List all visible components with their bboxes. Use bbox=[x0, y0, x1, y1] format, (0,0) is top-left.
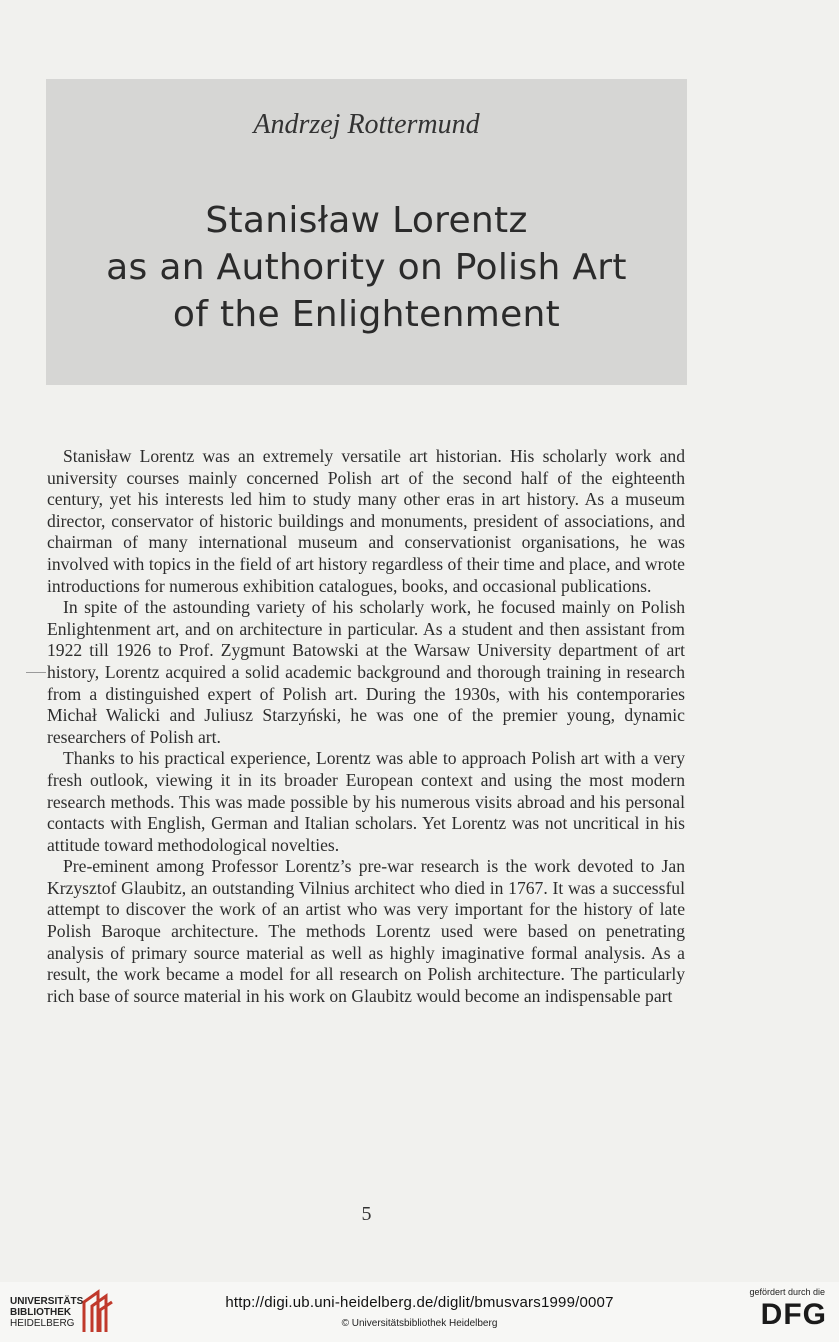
dfg-logo: DFG bbox=[760, 1298, 827, 1331]
footer-bar bbox=[0, 1282, 839, 1342]
paragraph: In spite of the astounding variety of his scholarly work, he focused mainly on Polish Enlightenment art, and on architecture in particular. As a student and then assistant from 1922 till 1926 to Prof. Zygmunt Batowski at the Warsaw University department of art history, Lorentz acquired a solid academic background and thorough training in research from a distinguished expert of Polish art. During the 1930s, with his contemporaries Michał Walicki and Juliusz Starzyński, he was one of the premier young, dynamic researchers of Polish art. bbox=[47, 597, 685, 747]
dfg-caption: gefördert durch die bbox=[749, 1287, 825, 1297]
library-name-line: HEIDELBERG bbox=[10, 1318, 75, 1329]
library-name-line: BIBLIOTHEK bbox=[10, 1307, 72, 1318]
paragraph: Pre-eminent among Professor Lorentz’s pre-war research is the work devoted to Jan Krzysztof Glaubitz, an outstanding Vilnius architect who died in 1767. It was a successful attempt to discover the work of an artist who was very important for the history of late Polish Baroque architecture. The methods Lorentz used were based on penetrating analysis of primary source material as well as highly imaginative formal analysis. As a result, the work became a model for all research on Polish architecture. The particularly rich base of source material in his work on Glaubitz would become an indispensable part bbox=[47, 856, 685, 1006]
title-line: Stanisław Lorentz bbox=[205, 200, 528, 241]
article-body bbox=[47, 446, 685, 1007]
paragraph: Stanisław Lorentz was an extremely versatile art historian. His scholarly work and university courses mainly concerned Polish art of the second half of the eighteenth century, yet his interests led him to study many other eras in art history. As a museum director, conservator of historic buildings and monuments, president of associations, and chairman of many international museum and conservationist organisations, he was involved with topics in the field of art history regardless of their time and place, and wrote introductions for numerous exhibition catalogues, books, and occasional publications. bbox=[47, 446, 685, 596]
margin-mark bbox=[26, 672, 46, 673]
source-url-link[interactable]: http://digi.ub.uni-heidelberg.de/diglit/bmusvars1999/0007 bbox=[225, 1294, 614, 1311]
article-title bbox=[46, 197, 687, 338]
title-line: of the Enlightenment bbox=[172, 294, 561, 335]
page-number: 5 bbox=[361, 1203, 372, 1225]
author-name: Andrzej Rottermund bbox=[253, 109, 480, 140]
library-name-line: UNIVERSITÄTS- bbox=[10, 1296, 87, 1307]
title-line: as an Authority on Polish Art bbox=[106, 247, 627, 288]
copyright-notice: © Universitätsbibliothek Heidelberg bbox=[341, 1318, 498, 1329]
title-box bbox=[46, 79, 687, 385]
paragraph: Thanks to his practical experience, Lorentz was able to approach Polish art with a very fresh outlook, viewing it in its broader European context and using the most modern research methods. This was made possible by his numerous visits abroad and his personal contacts with English, German and Italian scholars. Yet Lorentz was not uncritical in his attitude toward methodological novelties. bbox=[47, 748, 685, 855]
